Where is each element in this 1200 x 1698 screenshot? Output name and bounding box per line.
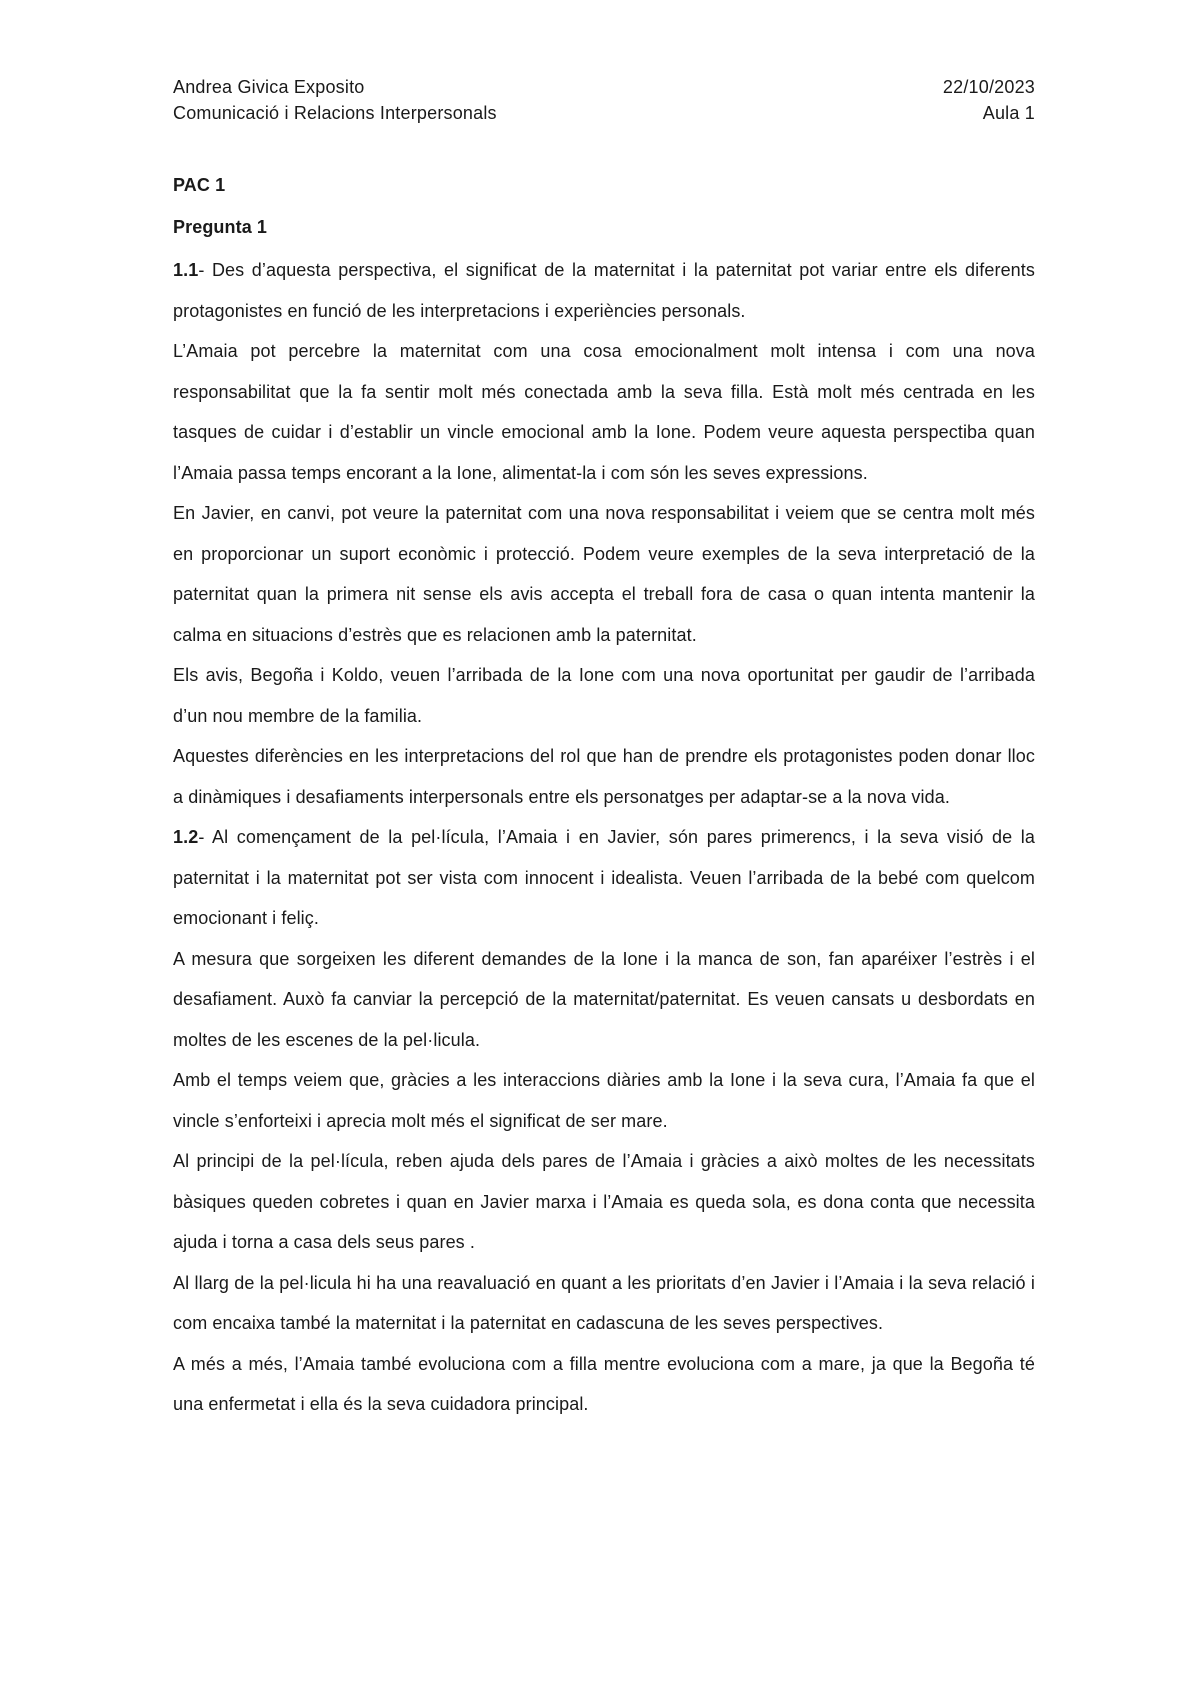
header-row-1 bbox=[173, 74, 1035, 100]
author-name: Andrea Givica Exposito bbox=[173, 77, 365, 97]
paragraph bbox=[173, 1141, 1035, 1263]
document-body bbox=[173, 172, 1035, 1425]
paragraph bbox=[173, 1060, 1035, 1141]
paragraph bbox=[173, 1263, 1035, 1344]
paragraph bbox=[173, 493, 1035, 655]
paragraph-text: Al llarg de la pel·licula hi ha una reavaluació en quant a les prioritats d’en Javier i l’Amaia i la seva relació i com encaixa també la maternitat i la paternitat en cadascuna de les seves perspectives. bbox=[173, 1272, 1035, 1333]
paragraph-text: - Des d’aquesta perspectiva, el significat de la maternitat i la paternitat pot variar entre els diferents protagonistes en funció de les interpretacions i experiències personals. bbox=[173, 260, 1035, 321]
paragraph-text: Els avis, Begoña i Koldo, veuen l’arribada de la Ione com una nova oportunitat per gaudir de l’arribada d’un nou membre de la familia. bbox=[173, 665, 1035, 726]
paragraph-text: Al principi de la pel·lícula, reben ajuda dels pares de l’Amaia i gràcies a això moltes de les necessitats bàsiques queden cobretes i quan en Javier marxa i l’Amaia es queda sola, es dona conta que necessita ajuda i torna a casa dels seus pares . bbox=[173, 1151, 1035, 1252]
document-title: PAC 1 bbox=[173, 175, 226, 195]
paragraph-label: 1.1 bbox=[173, 260, 199, 280]
paragraph-text: - Al començament de la pel·lícula, l’Amaia i en Javier, són pares primerencs, i la seva visió de la paternitat i la maternitat pot ser vista com innocent i idealista. Veuen l’arribada de la bebé com quelcom emocionant i feliç. bbox=[173, 827, 1035, 928]
course-name: Comunicació i Relacions Interpersonals bbox=[173, 103, 497, 123]
paragraph bbox=[173, 250, 1035, 331]
paragraph-label: 1.2 bbox=[173, 827, 199, 847]
paragraph-text: A mesura que sorgeixen les diferent demandes de la Ione i la manca de son, fan aparéixer l’estrès i el desafiament. Auxò fa canviar la percepció de la maternitat/paternitat. Es veuen cansats u desbordats en moltes de les escenes de la pel·licula. bbox=[173, 948, 1035, 1050]
paragraph-text: Aquestes diferències en les interpretacions del rol que han de prendre els protagonistes poden donar lloc a dinàmiques i desafiaments interpersonals entre els personatges per adaptar-se a la nova vida. bbox=[173, 746, 1035, 807]
paragraph-text: L’Amaia pot percebre la maternitat com una cosa emocionalment molt intensa i com una nova responsabilitat que la fa sentir molt més conectada amb la seva filla. Està molt més centrada en les tasques de cuidar i d’establir un vincle emocional amb la Ione. Podem veure aquesta perspectiba quan l’Amaia passa temps encorant a la Ione, alimentat-la i com són les seves expressions. bbox=[173, 341, 1035, 483]
document-date: 22/10/2023 bbox=[942, 77, 1035, 97]
classroom-label: Aula 1 bbox=[982, 103, 1035, 123]
paragraph bbox=[173, 655, 1035, 736]
paragraph-text: Amb el temps veiem que, gràcies a les interaccions diàries amb la Ione i la seva cura, l’Amaia fa que el vincle s’enforteixi i aprecia molt més el significat de ser mare. bbox=[173, 1070, 1035, 1131]
paragraph-text: A més a més, l’Amaia també evoluciona com a filla mentre evoluciona com a mare, ja que la Begoña té una enfermetat i ella és la seva cuidadora principal. bbox=[173, 1353, 1035, 1414]
paragraph bbox=[173, 817, 1035, 939]
paragraph bbox=[173, 1344, 1035, 1425]
paragraph bbox=[173, 939, 1035, 1061]
paragraph bbox=[173, 736, 1035, 817]
page-header bbox=[173, 74, 1035, 126]
paragraph-text: En Javier, en canvi, pot veure la paternitat com una nova responsabilitat i veiem que se centra molt més en proporcionar un suport econòmic i protecció. Podem veure exemples de la seva interpretació de la paternitat quan la primera nit sense els avis accepta el treball fora de casa o quan intenta mantenir la calma en situacions d’estrès que es relacionen amb la paternitat. bbox=[173, 503, 1035, 645]
question-heading: Pregunta 1 bbox=[173, 217, 268, 237]
header-row-2 bbox=[173, 100, 1035, 126]
paragraph bbox=[173, 331, 1035, 493]
